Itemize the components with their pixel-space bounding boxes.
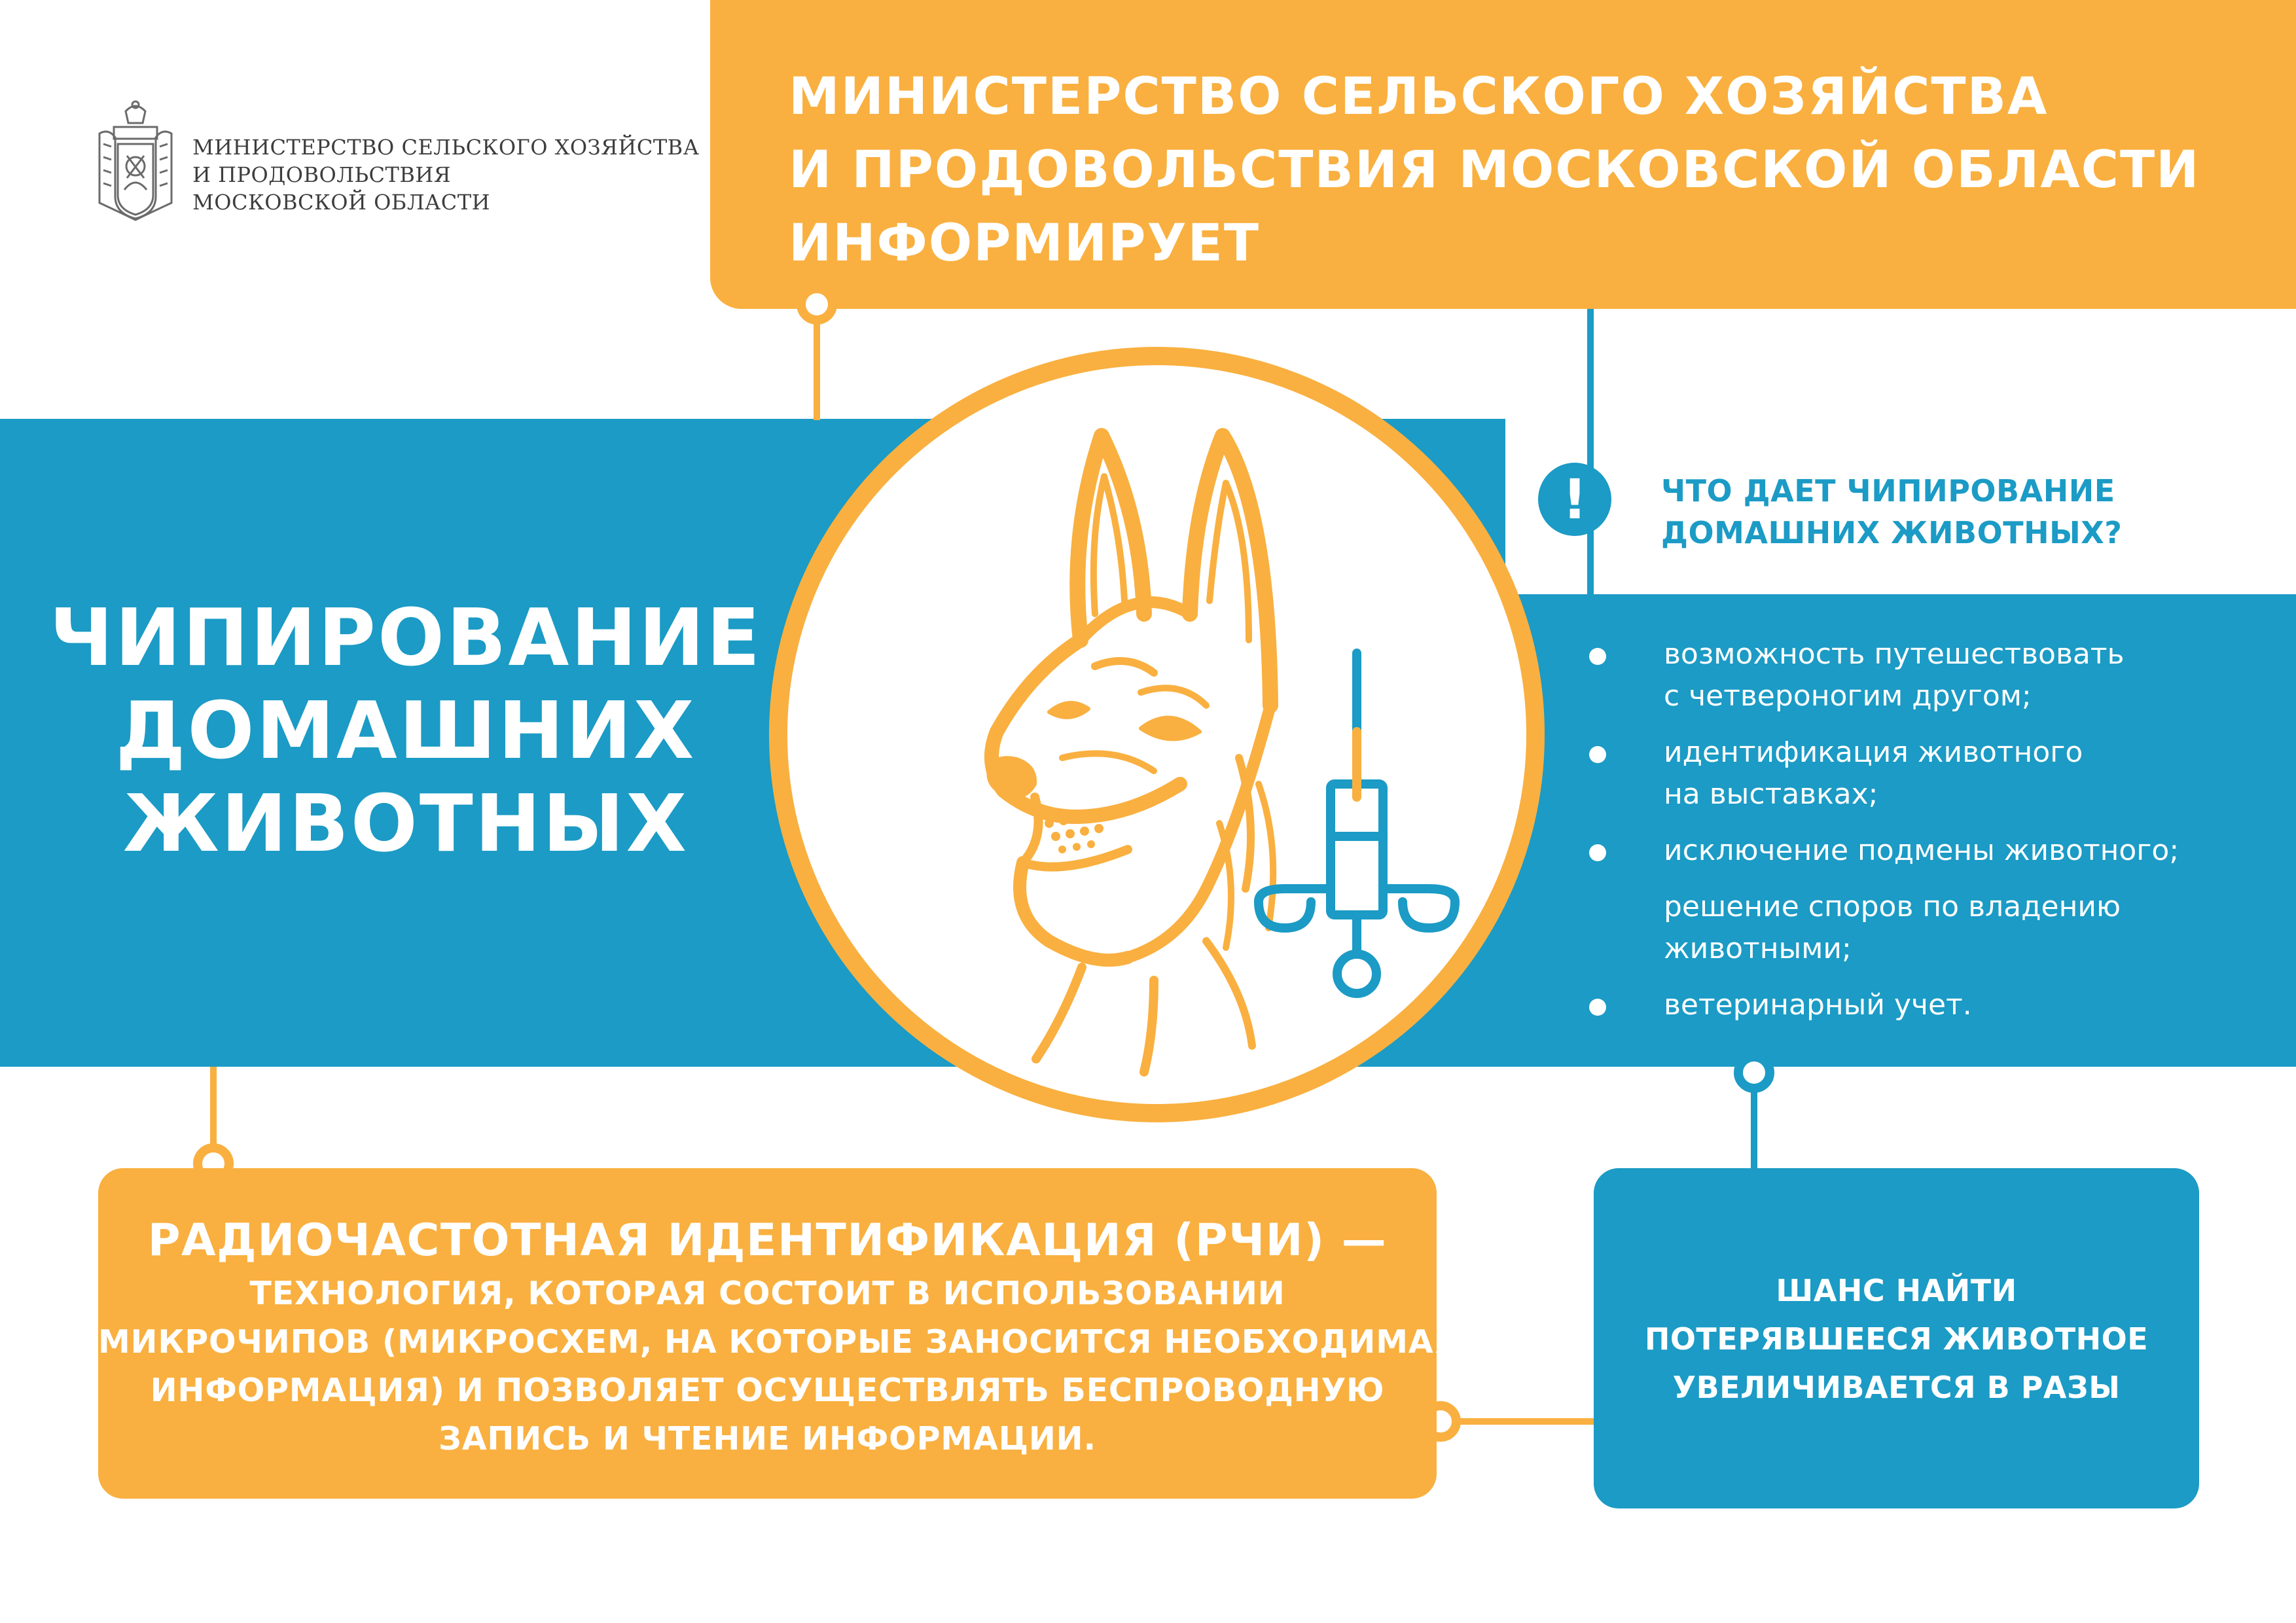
rfid-line-4: ЗАПИСЬ И ЧТЕНИЕ ИНФОРМАЦИИ. xyxy=(439,1420,1096,1457)
list-item xyxy=(1584,830,2278,872)
benefit-4-line-1: решение споров по владению xyxy=(1664,890,2121,923)
benefit-2-line-2: на выставках; xyxy=(1664,777,1878,811)
header-line-2: И ПРОДОВОЛЬСТВИЯ МОСКОВСКОЙ ОБЛАСТИ xyxy=(789,141,2200,200)
benefit-4-line-2: животными; xyxy=(1664,932,1852,965)
list-item xyxy=(1584,984,2278,1026)
illustration-circle xyxy=(769,347,1545,1122)
rfid-title: РАДИОЧАСТОТНАЯ ИДЕНТИФИКАЦИЯ (РЧИ) — xyxy=(147,1215,1388,1266)
microchip-syringe-icon xyxy=(1259,653,1455,993)
bullet-icon xyxy=(1589,648,1606,665)
main-title-line-3: ЖИВОТНЫХ xyxy=(123,779,689,870)
question-heading xyxy=(1661,470,2122,554)
benefit-5-line-1: ветеринарный учет. xyxy=(1664,988,1972,1022)
bullet-icon xyxy=(1589,999,1606,1016)
benefit-1-line-1: возможность путешествовать xyxy=(1664,637,2125,671)
header-title xyxy=(789,60,2229,280)
main-title xyxy=(20,592,792,871)
rfid-body xyxy=(98,1270,1460,1463)
chance-line-1: ШАНС НАЙТИ xyxy=(1776,1273,2017,1308)
benefit-3-line-1: исключение подмены животного; xyxy=(1664,834,2179,867)
benefit-1-line-2: с четвероногим другом; xyxy=(1664,679,2032,713)
chance-line-3: УВЕЛИЧИВАЕТСЯ В РАЗЫ xyxy=(1672,1370,2121,1405)
benefits-list xyxy=(1584,633,2278,1026)
connector-dot-right xyxy=(1734,1052,1774,1093)
rfid-info-box xyxy=(98,1168,1460,1499)
list-item xyxy=(1584,633,2278,717)
main-title-line-2: ДОМАШНИХ xyxy=(115,686,696,777)
exclamation-icon: ! xyxy=(1538,463,1611,536)
dog-head-icon xyxy=(989,436,1274,1072)
chance-info-box xyxy=(1594,1168,2199,1508)
logo-line-3: МОСКОВСКОЙ ОБЛАСТИ xyxy=(192,190,490,215)
connector-dot-header xyxy=(797,284,837,325)
header-line-3: ИНФОРМИРУЕТ xyxy=(789,214,1261,273)
list-item xyxy=(1584,732,2278,815)
list-item xyxy=(1584,886,2278,970)
main-title-line-1: ЧИПИРОВАНИЕ xyxy=(49,593,762,684)
bullet-icon xyxy=(1589,844,1606,861)
chance-line-2: ПОТЕРЯВШЕЕСЯ ЖИВОТНОЕ xyxy=(1644,1321,2149,1357)
question-line-1: ЧТО ДАЕТ ЧИПИРОВАНИЕ xyxy=(1661,473,2115,508)
bullet-icon xyxy=(1589,746,1606,763)
rfid-line-1: ТЕХНОЛОГИЯ, КОТОРАЯ СОСТОИТ В ИСПОЛЬЗОВАНИИ xyxy=(249,1275,1285,1312)
logo-line-1: МИНИСТЕРСТВО СЕЛЬСКОГО ХОЗЯЙСТВА xyxy=(192,135,700,160)
header-line-1: МИНИСТЕРСТВО СЕЛЬСКОГО ХОЗЯЙСТВА xyxy=(789,67,2049,126)
ministry-logo xyxy=(96,98,700,223)
header-banner xyxy=(710,0,2296,309)
ministry-logo-text xyxy=(192,134,699,216)
chance-text xyxy=(1594,1266,2199,1412)
coat-of-arms-icon xyxy=(96,98,175,221)
rfid-line-3: ИНФОРМАЦИЯ) И ПОЗВОЛЯЕТ ОСУЩЕСТВЛЯТЬ БЕСПРОВОДНУЮ xyxy=(150,1372,1385,1409)
question-line-2: ДОМАШНИХ ЖИВОТНЫХ? xyxy=(1661,515,2123,550)
benefit-2-line-1: идентификация животного xyxy=(1664,736,2083,769)
rfid-line-2: МИКРОЧИПОВ (МИКРОСХЕМ, НА КОТОРЫЕ ЗАНОСИТСЯ НЕОБХОДИМАЯ xyxy=(98,1323,1460,1361)
connector-header-right xyxy=(1587,309,1594,597)
logo-line-2: И ПРОДОВОЛЬСТВИЯ xyxy=(192,162,452,187)
